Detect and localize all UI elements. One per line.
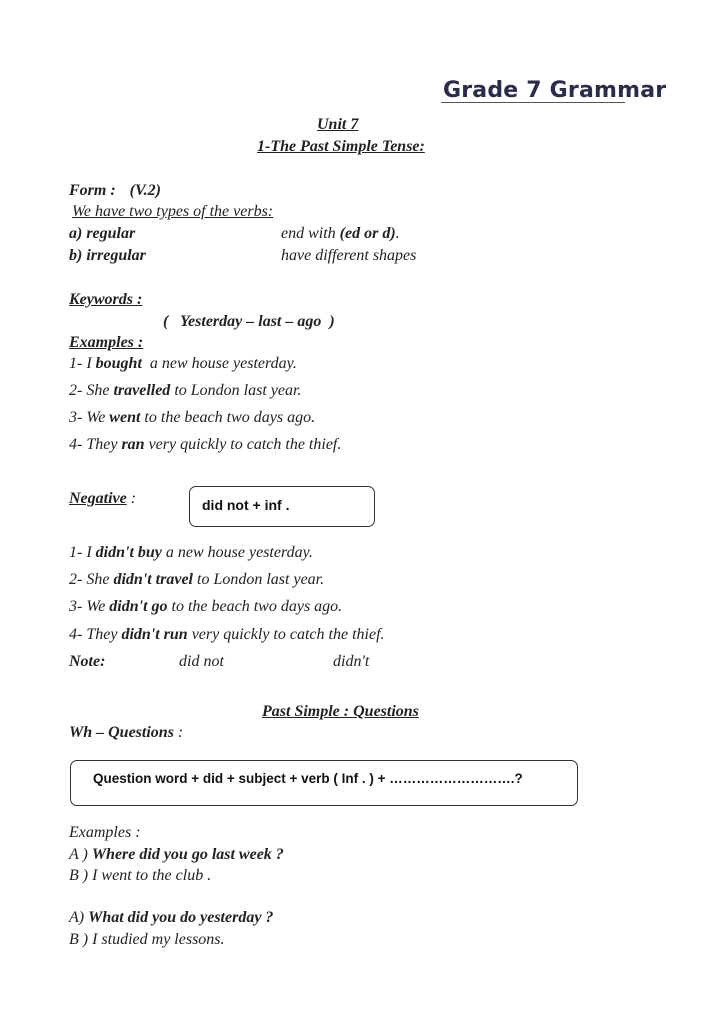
questions-examples-label: Examples : [69, 824, 141, 841]
wh-questions-label: Wh – Questions [69, 724, 174, 741]
negative-example-4-post: very quickly to catch the thief. [187, 626, 385, 643]
page-title: Grade 7 Grammar [443, 78, 667, 103]
question-rule: Question word + did + subject + verb ( Inf . ) + ……………………….? [93, 771, 523, 786]
regular-desc-pre: end with [281, 225, 340, 242]
example-1 [69, 355, 297, 373]
note-long-form: did not [179, 653, 224, 670]
unit-label: Unit 7 [317, 116, 359, 133]
negative-example-1-post: a new house yesterday. [161, 544, 313, 561]
negative-example-2 [69, 571, 324, 589]
negative-label: Negative [69, 490, 127, 507]
question-1 [69, 846, 284, 864]
form-line [69, 182, 161, 200]
title-underline [441, 102, 625, 103]
answer-1: B ) I went to the club . [69, 867, 212, 884]
regular-label: a) regular [69, 225, 136, 242]
keywords-label: Keywords : [69, 291, 143, 308]
wh-questions-colon: : [173, 724, 184, 741]
example-3-verb: went [109, 409, 141, 426]
question-1-text: Where did you go last week ? [91, 846, 284, 863]
negative-example-4-pre: 4- They [69, 626, 122, 643]
negative-example-4-verb: didn't run [121, 626, 188, 643]
answer-2: B ) I studied my lessons. [69, 931, 225, 948]
negative-example-3-pre: 3- We [69, 598, 110, 615]
irregular-description: have different shapes [281, 247, 417, 264]
regular-desc-post: . [395, 225, 400, 242]
negative-example-2-pre: 2- She [69, 571, 114, 588]
examples-label: Examples : [69, 334, 144, 351]
example-4-post: very quickly to catch the thief. [144, 436, 342, 453]
example-4-pre: 4- They [69, 436, 122, 453]
question-2-text: What did you do yesterday ? [88, 909, 274, 926]
regular-desc-bold: (ed or d) [339, 225, 396, 242]
question-rule-box [70, 760, 578, 806]
negative-example-3-verb: didn't go [109, 598, 168, 615]
example-2-pre: 2- She [69, 382, 114, 399]
negative-example-1-verb: didn't buy [95, 544, 162, 561]
negative-example-4 [69, 626, 385, 644]
form-label: Form : [69, 182, 116, 199]
negative-example-3-post: to the beach two days ago. [167, 598, 343, 615]
example-2 [69, 382, 301, 400]
negative-example-1-pre: 1- I [69, 544, 96, 561]
example-2-verb: travelled [113, 382, 171, 399]
form-value: (V.2) [129, 182, 161, 199]
negative-example-1 [69, 544, 313, 562]
keywords-list: ( Yesterday – last – ago ) [163, 313, 335, 330]
negative-rule-box [189, 486, 375, 527]
verb-types-intro: We have two types of the verbs: [72, 203, 274, 220]
example-1-verb: bought [95, 355, 142, 372]
question-1-prefix: A ) [69, 846, 92, 863]
negative-example-2-verb: didn't travel [113, 571, 193, 588]
question-2 [69, 909, 273, 927]
example-3 [69, 409, 315, 427]
example-2-post: to London last year. [170, 382, 302, 399]
negative-example-2-post: to London last year. [193, 571, 325, 588]
regular-description [281, 225, 400, 243]
example-1-post: a new house yesterday. [141, 355, 297, 372]
negative-rule: did not + inf . [202, 497, 290, 513]
example-3-post: to the beach two days ago. [140, 409, 316, 426]
negative-example-3 [69, 598, 342, 616]
note-label: Note: [69, 653, 106, 670]
questions-heading: Past Simple : Questions [262, 703, 419, 720]
example-4 [69, 436, 341, 454]
question-2-prefix: A) [69, 909, 89, 926]
unit-topic: 1-The Past Simple Tense: [257, 138, 425, 155]
negative-heading [69, 490, 136, 508]
wh-questions-heading [69, 724, 183, 742]
note-short-form: didn't [333, 653, 370, 670]
irregular-label: b) irregular [69, 247, 146, 264]
negative-colon: : [126, 490, 137, 507]
example-4-verb: ran [121, 436, 145, 453]
example-3-pre: 3- We [69, 409, 110, 426]
example-1-pre: 1- I [69, 355, 96, 372]
